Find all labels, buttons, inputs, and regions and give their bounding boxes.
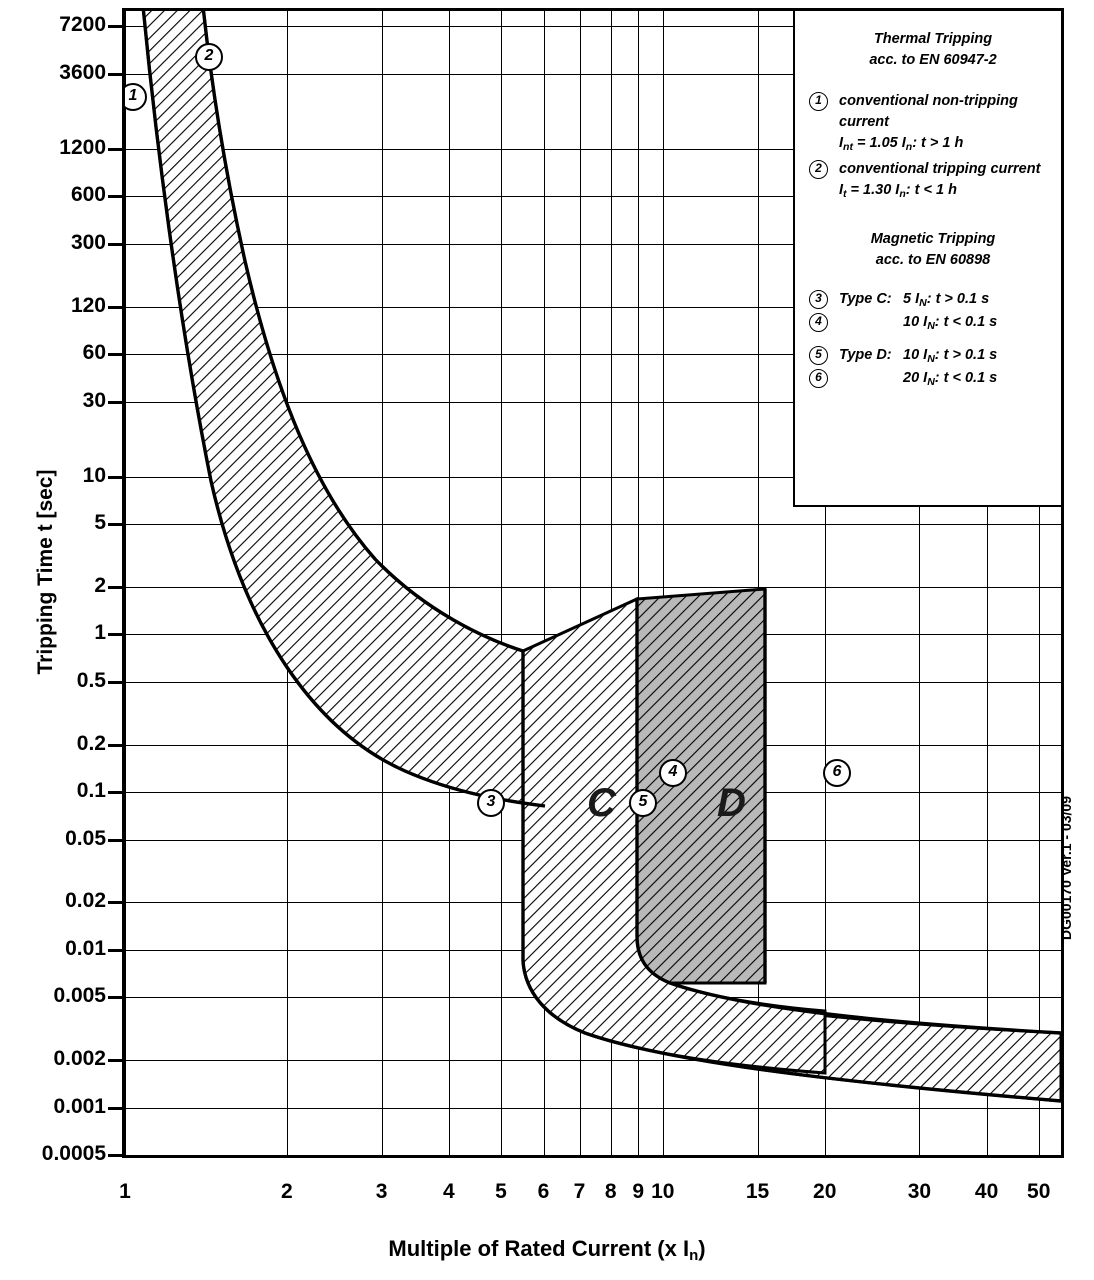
y-tick-label: 2 bbox=[94, 574, 106, 598]
y-tick-label: 60 bbox=[82, 341, 106, 365]
x-axis-title: Multiple of Rated Current (x $I_n$) bbox=[388, 1236, 706, 1264]
x-tick-label: 9 bbox=[632, 1180, 645, 1203]
x-tick-label: 2 bbox=[281, 1180, 293, 1203]
legend-thermal-title-2: acc. to EN 60947-2 bbox=[869, 52, 997, 69]
legend-item-1 bbox=[809, 91, 1057, 155]
y-tick-label: 0.1 bbox=[76, 779, 106, 803]
legend-item-4: 4 10 $I_N$: t < 0.1 s bbox=[809, 312, 1057, 334]
y-tick-label: 0.001 bbox=[53, 1094, 106, 1118]
legend-number-2: 2 bbox=[809, 160, 828, 179]
y-tick-label: 7200 bbox=[59, 13, 106, 37]
region-label-d: D bbox=[717, 781, 746, 825]
x-tick-label: 10 bbox=[651, 1180, 675, 1203]
region-label-c: C bbox=[587, 781, 616, 825]
x-tick-label: 40 bbox=[974, 1180, 999, 1203]
y-tick-label: 0.02 bbox=[65, 889, 106, 913]
legend-number-4: 4 bbox=[809, 313, 828, 332]
callout-5: 5 bbox=[629, 789, 657, 817]
legend-magnetic-title-1: Magnetic Tripping bbox=[870, 230, 996, 247]
x-tick-label: 6 bbox=[537, 1180, 550, 1203]
legend-item-1-formula: $I_{nt} = 1.05$ $I_n$: t > 1 h bbox=[839, 135, 964, 154]
x-tick-label: 1 bbox=[119, 1180, 131, 1203]
y-tick-label: 0.01 bbox=[65, 936, 106, 960]
y-tick-label: 0.5 bbox=[76, 668, 106, 692]
y-tick-label: 0.05 bbox=[65, 826, 106, 850]
y-tick-label: 120 bbox=[70, 293, 106, 317]
y-axis-title: Tripping Time t [sec] bbox=[34, 469, 57, 675]
y-tick-label: 0.2 bbox=[76, 731, 106, 755]
legend-item-3-type: Type C: bbox=[839, 290, 892, 307]
legend-item-2-text: conventional tripping current bbox=[839, 161, 1041, 178]
legend-item-3: 3 Type C: 5 $I_N$: t > 0.1 s bbox=[809, 289, 1057, 311]
y-tick-label: 0.0005 bbox=[41, 1142, 106, 1165]
y-tick-label: 1 bbox=[94, 621, 106, 645]
y-tick-label: 30 bbox=[82, 388, 106, 412]
x-tick-label: 20 bbox=[813, 1180, 837, 1203]
x-tick-label: 5 bbox=[495, 1180, 507, 1203]
x-tick-label: 7 bbox=[573, 1180, 586, 1203]
x-tick-label: 15 bbox=[745, 1180, 770, 1203]
callout-1: 1 bbox=[122, 83, 147, 111]
x-tick-label: 50 bbox=[1027, 1180, 1051, 1203]
legend-magnetic-title-2: acc. to EN 60898 bbox=[875, 251, 991, 268]
x-tick-label: 30 bbox=[907, 1180, 932, 1203]
y-tick-label: 10 bbox=[82, 463, 106, 487]
legend-number-1: 1 bbox=[809, 92, 828, 111]
y-tick-label: 600 bbox=[70, 183, 106, 207]
legend-item-5-type: Type D: bbox=[839, 346, 892, 363]
legend-box bbox=[793, 11, 1064, 507]
legend-number-3: 3 bbox=[809, 290, 828, 309]
x-tick-label: 3 bbox=[375, 1180, 388, 1203]
legend-thermal-title-1: Thermal Tripping bbox=[873, 31, 993, 47]
legend-item-2 bbox=[809, 159, 1057, 202]
legend-item-6: 6 20 $I_N$: t < 0.1 s bbox=[809, 368, 1057, 390]
legend-item-5: 5 Type D: 10 $I_N$: t > 0.1 s bbox=[809, 345, 1057, 367]
y-tick-label: 5 bbox=[94, 511, 106, 535]
legend-item-1-text: conventional non-tripping current bbox=[839, 93, 1018, 131]
plot-area bbox=[122, 8, 1064, 1158]
y-tick-label: 0.002 bbox=[53, 1047, 106, 1071]
legend-number-5: 5 bbox=[809, 346, 828, 365]
callout-3: 3 bbox=[477, 789, 505, 817]
callout-4: 4 bbox=[659, 759, 687, 787]
legend-item-2-formula: $I_t = 1.30$ $I_n$: t < 1 h bbox=[839, 182, 957, 201]
y-tick-label: 300 bbox=[70, 230, 106, 254]
x-tick-label: 4 bbox=[442, 1180, 455, 1203]
grid-hline bbox=[125, 1155, 1061, 1156]
callout-2: 2 bbox=[195, 43, 223, 71]
document-code: DG00170 Ver.1 - 03/09 bbox=[1058, 796, 1074, 940]
y-tick-label: 3600 bbox=[59, 60, 106, 84]
y-tick-label: 1200 bbox=[59, 135, 106, 159]
legend-number-6: 6 bbox=[809, 369, 828, 388]
x-tick-label: 8 bbox=[604, 1180, 617, 1203]
y-tick-label: 0.005 bbox=[53, 984, 106, 1008]
callout-6: 6 bbox=[823, 759, 851, 787]
